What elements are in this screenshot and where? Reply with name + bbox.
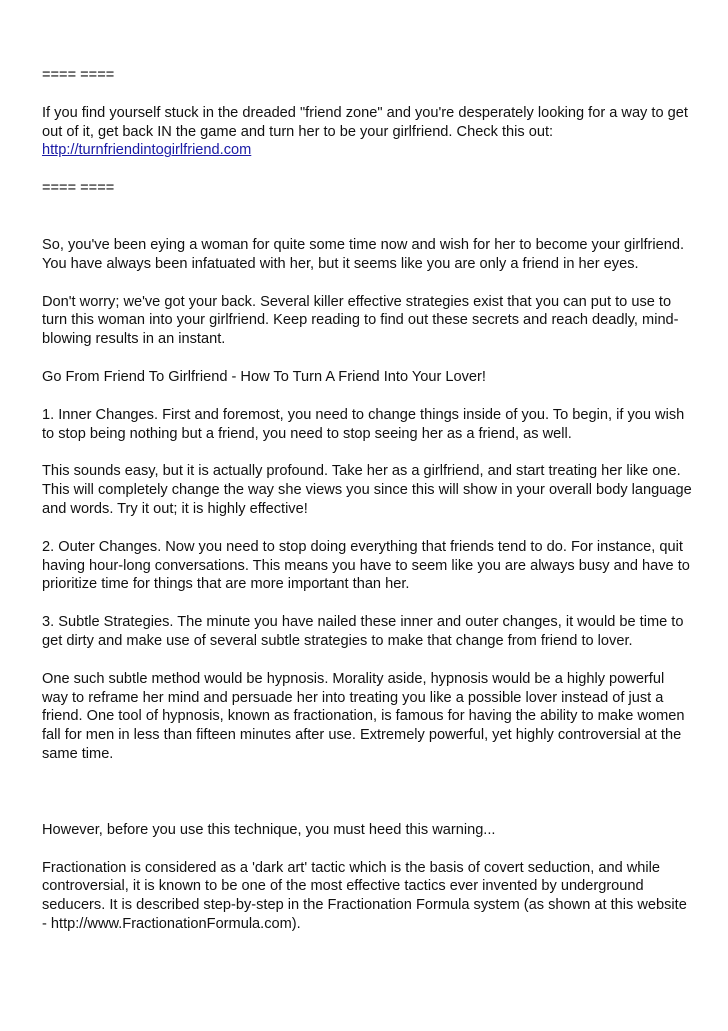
- promo-text: If you find yourself stuck in the dreaded "friend zone" and you're desperately looking for a way to get out of it, get back IN the game and turn her to be your girlfriend. Check this out:: [42, 104, 688, 140]
- spacer: [42, 783, 692, 821]
- spacer: [42, 217, 692, 236]
- paragraph-warning: However, before you use this technique, you must heed this warning...: [42, 821, 496, 838]
- separator-bottom: ==== ====: [42, 180, 115, 197]
- promo-link[interactable]: http://turnfriendintogirlfriend.com: [42, 142, 252, 159]
- promo-paragraph: [42, 104, 692, 160]
- paragraph-outer-changes: 2. Outer Changes. Now you need to stop doing everything that friends tend to do. For instance, quit having hour-long conversations. This means you have to seem like you are always busy and have to prioritize time for things that are more important than her.: [42, 538, 690, 593]
- separator-top: ==== ====: [42, 67, 115, 83]
- paragraph-inner-changes: 1. Inner Changes. First and foremost, you need to change things inside of you. To begin, if you wish to stop being nothing but a friend, you need to stop seeing her as a friend, as well.: [42, 406, 685, 442]
- paragraph-intro: So, you've been eying a woman for quite some time now and wish for her to become your girlfriend. You have always been infatuated with her, but it seems like you are only a friend in her eyes.: [42, 236, 685, 272]
- document-page: [42, 66, 692, 953]
- paragraph-fractionation: Fractionation is considered as a 'dark art' tactic which is the basis of covert seduction, and while controversial, it is known to be one of the most effective tactics ever invented by underground seducers. It is described step-by-step in the Fractionation Formula system (as shown at this website - http://www.FractionationFormula.com).: [42, 859, 687, 932]
- article-title: Go From Friend To Girlfriend - How To Turn A Friend Into Your Lover!: [42, 368, 486, 385]
- paragraph-reassurance: Don't worry; we've got your back. Several killer effective strategies exist that you can put to use to turn this woman into your girlfriend. Keep reading to find out these secrets and reach deadly, mind-blowing results in an instant.: [42, 293, 679, 348]
- paragraph-subtle-strategies: 3. Subtle Strategies. The minute you have nailed these inner and outer changes, it would be time to get dirty and make use of several subtle strategies to make that change from friend to lover.: [42, 614, 684, 649]
- paragraph-profound: This sounds easy, but it is actually profound. Take her as a girlfriend, and start treating her like one. This will completely change the way she views you since this will show in your overall body language and words. Try it out; it is highly effective!: [42, 463, 692, 517]
- paragraph-hypnosis: One such subtle method would be hypnosis. Morality aside, hypnosis would be a highly powerful way to reframe her mind and persuade her into treating you like a possible lover instead of just a friend. One tool of hypnosis, known as fractionation, is famous for having the ability to make women fall for men in less than fifteen minutes after use. Extremely powerful, yet highly controversial at the same time.: [42, 670, 685, 762]
